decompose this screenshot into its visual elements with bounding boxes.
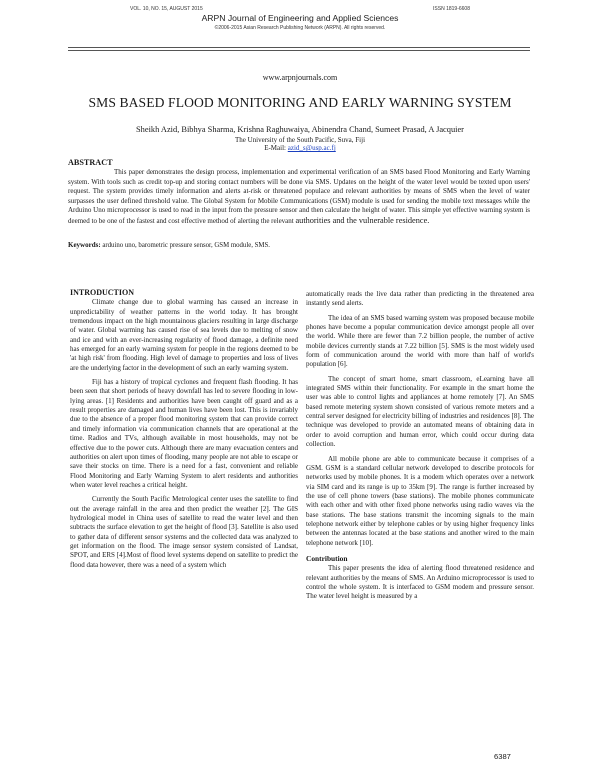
keywords-line xyxy=(68,241,530,249)
page-number: 6387 xyxy=(494,752,511,761)
keywords-label: Keywords: xyxy=(68,241,101,249)
author-email-line xyxy=(0,144,600,152)
intro-paragraph-5: The concept of smart home, smart classroom, eLearning have all integrated SMS within their functionality. For example in the smart home the user was able to control lights and appliances at home remotely [7]. An SMS based remote metering system shown consisted of various remote meters and a central server designed for electricity billing of industries and residences [8]. The technique was developed to provide an automated means of obtaining data in order to avoid corruption and human error, which could occur during data collection. xyxy=(306,374,534,449)
author-list: Sheikh Azid, Bibhya Sharma, Krishna Raghuwaiya, Abinendra Chand, Sumeet Prasad, A Jacquier xyxy=(136,125,464,134)
article-title: SMS BASED FLOOD MONITORING AND EARLY WARNING SYSTEM xyxy=(88,95,512,110)
volume-info: VOL. 10, NO. 15, AUGUST 2015 xyxy=(130,6,203,12)
contribution-heading: Contribution xyxy=(306,553,348,563)
intro-paragraph-4: The idea of an SMS based warning system was proposed because mobile phones have become a popular communication device amongst people all over the world. While there are fewer than 7.2 billion people, the number of active mobile devices currently stands at 7.22 billion [5]. SMS is the most widely used form of communication around the world with more than half of world's population [6]. xyxy=(306,313,534,369)
intro-paragraph-1: Climate change due to global warming has caused an increase in unpredictability of weather patterns in the world today. It has brought tremendous impact on the high mountainous glaciers resulting in large discharge of water. Global warming has caused rise of sea levels due to melting of snow and ice and with an ever-increasing regularity of flood damage, a definite need has emerged for an early warning system for people in the regions deemed to be 'at high risk' from flooding. High level of damage to properties and loss of lives are the underlying factor in the development of such an early warning system. xyxy=(70,298,298,372)
journal-website: www.arpnjournals.com xyxy=(262,73,338,82)
copyright-notice: ©2006-2015 Asian Research Publishing Network (ARPN). All rights reserved. xyxy=(214,25,386,31)
intro-paragraph-3: Currently the South Pacific Metrological center uses the satellite to find out the average rainfall in the area and then predict the weather [2]. The GIS hydrological model in China uses of satellite to read the water level and then subtracts the surface elevation to get the height of flood [3]. Satellite is also used to gather data of different sensor systems and the collected data was analyzed to get information on the flood. The image sensor system consisted of Landsat, SPOT, and ERS [4].Most of flood level systems depend on satellite to predict the flood data however, there was a need of a system which xyxy=(70,495,298,569)
abstract-heading: ABSTRACT xyxy=(68,158,113,167)
author-affiliation: The University of the South Pacific, Suva, Fiji xyxy=(234,136,366,144)
abstract-body xyxy=(68,168,530,227)
abstract-text-tail: authorities and the vulnerable residence. xyxy=(295,215,430,225)
email-label: E-Mail: xyxy=(264,144,288,152)
intro-paragraph-continued: automatically reads the live data rather than predicting in the threatened area instantly send alerts. xyxy=(306,290,534,308)
right-column xyxy=(306,290,534,602)
introduction-heading: INTRODUCTION xyxy=(70,288,135,297)
left-column xyxy=(70,288,298,570)
header-divider-2 xyxy=(68,50,530,51)
email-link[interactable]: azid_s@usp.ac.fj xyxy=(287,144,336,152)
journal-name: ARPN Journal of Engineering and Applied Sciences xyxy=(201,13,399,23)
keywords-list: arduino uno, barometric pressure sensor, GSM module, SMS. xyxy=(100,242,270,249)
intro-paragraph-2: Fiji has a history of tropical cyclones and frequent flash flooding. It has been seen that short periods of heavy downfall has led to severe flooding in low-lying areas. [1] Residents and authorities have been caught off guard and as a result properties are damaged and human lives have been lost. This is invariably due to the absence of a proper flood monitoring system that can provide correct and timely information via communication channels that are operational at the time. Radios and TVs, although available in most households, may not be effective due to the power cuts. Although there are many evacuation centers and authorities on alert upon times of flooding, many people are not able to escape or save their stocks on time. There is a need for a fast, convenient and reliable Flood Monitoring and Early Warning System to alert residents and authorities when water level reaches a critical height. xyxy=(70,378,298,489)
header-divider xyxy=(68,47,530,48)
abstract-text: This paper demonstrates the design process, implementation and experimental verification of an SMS based Flood Monitoring and Early Warning system. With tools such as credit top-up and storing contact numbers will be done via SMS. Updates on the height of the water level would be texted upon users' request. The system provides timely information and alerts at-risk or threatened populace and relevant authorities by means of SMS when the level of water surpasses the user defined threshold value. The Global System for Mobile Communications (GSM) module is used for sending the mobile text messages while the Arduino Uno microprocessor is used to read in the input from the pressure sensor and then calculate the height of water. This simple yet effective warning system is deemed to be one of the fastest and cost effective method of alerting the relevant xyxy=(68,168,530,225)
contribution-paragraph: This paper presents the idea of alerting flood threatened residence and relevant authorities by the means of SMS. An Arduino microprocessor is used to control the whole system. It is interfaced to GSM modem and pressure sensor. The water level height is measured by a xyxy=(306,564,534,601)
intro-paragraph-6: All mobile phone are able to communicate because it comprises of a GSM. GSM is a standard cellular network developed to describe protocols for networks used by mobile phones. It is a modem which operates over a network via SIM card and its range is up to 35km [9]. The range is further increased by the use of cell phone towers (base stations). The mobile phones communicate with each other and with other fixed phone networks using radio waves via the base stations. The base stations transmit the incoming signals to the main telephone network either by telephone cables or by using higher frequency links between the antennas located at the base stations and another wired to the main telephone network [10]. xyxy=(306,454,534,547)
issn: ISSN 1819-6608 xyxy=(433,6,470,12)
